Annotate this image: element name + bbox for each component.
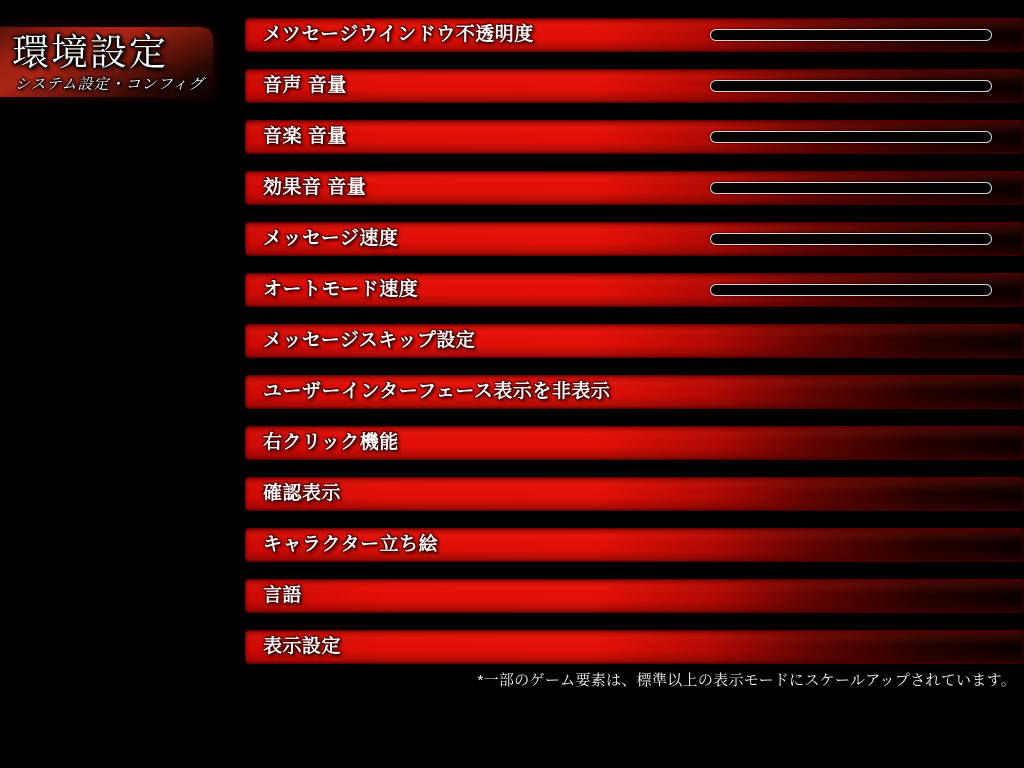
setting-row-confirm-display[interactable] [245, 477, 1024, 511]
setting-row-message-skip[interactable] [245, 324, 1024, 358]
setting-label: 右クリック機能 [263, 432, 399, 453]
setting-label: 確認表示 [263, 483, 342, 504]
page-title: 環境設定 [12, 32, 168, 73]
music-volume-slider[interactable] [710, 131, 992, 143]
setting-row-message-speed[interactable] [245, 222, 1024, 256]
setting-row-voice-volume[interactable] [245, 69, 1024, 103]
setting-label: 音楽 音量 [263, 126, 347, 147]
setting-label: 言語 [263, 585, 303, 606]
setting-row-sfx-volume[interactable] [245, 171, 1024, 205]
setting-label: 表示設定 [263, 636, 342, 657]
message-window-opacity-slider[interactable] [710, 29, 992, 41]
setting-label: キャラクター立ち絵 [263, 534, 439, 555]
setting-row-music-volume[interactable] [245, 120, 1024, 154]
footnote-text: *一部のゲーム要素は、標準以上の表示モードにスケールアップされています。 [477, 672, 1016, 689]
setting-label: メツセージウインドウ不透明度 [263, 24, 534, 45]
setting-row-right-click-function[interactable] [245, 426, 1024, 460]
setting-label: メッセージスキップ設定 [263, 330, 476, 351]
setting-row-hide-ui[interactable] [245, 375, 1024, 409]
setting-label: ユーザーインターフェース表示を非表示 [263, 381, 611, 402]
setting-label: 効果音 音量 [263, 177, 367, 198]
page-subtitle: システム設定・コンフィグ [15, 76, 205, 93]
sfx-volume-slider[interactable] [710, 182, 992, 194]
settings-list [245, 18, 1024, 681]
auto-mode-speed-slider[interactable] [710, 284, 992, 296]
setting-label: メッセージ速度 [263, 228, 399, 249]
voice-volume-slider[interactable] [710, 80, 992, 92]
setting-label: オートモード速度 [263, 279, 419, 300]
settings-header [0, 27, 213, 97]
setting-row-character-sprites[interactable] [245, 528, 1024, 562]
setting-row-language[interactable] [245, 579, 1024, 613]
setting-row-display-settings[interactable] [245, 630, 1024, 664]
setting-row-auto-mode-speed[interactable] [245, 273, 1024, 307]
setting-row-message-window-opacity[interactable] [245, 18, 1024, 52]
message-speed-slider[interactable] [710, 233, 992, 245]
setting-label: 音声 音量 [263, 75, 347, 96]
